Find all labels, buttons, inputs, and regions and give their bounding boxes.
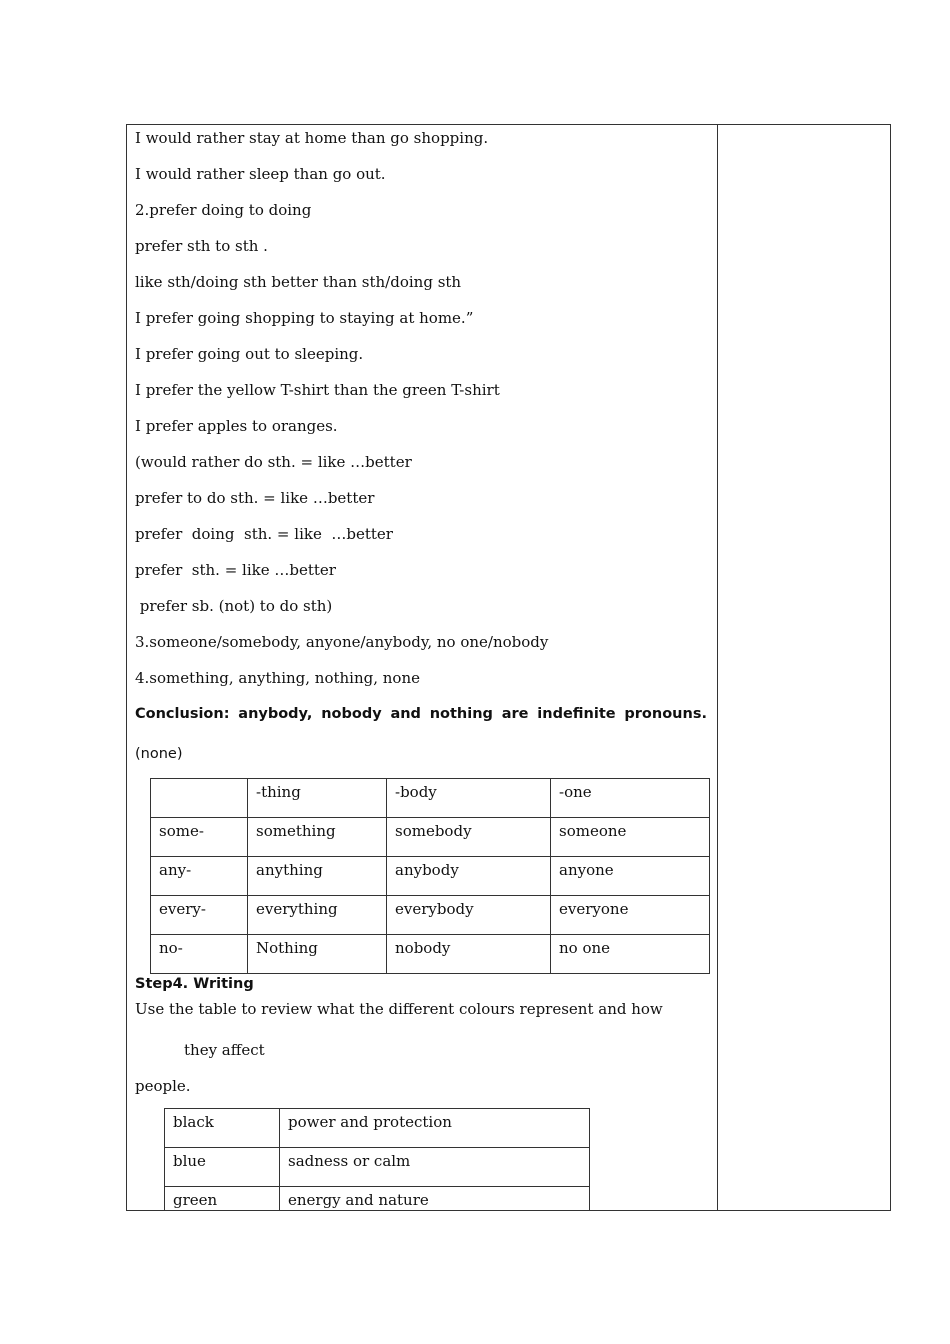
table-row [151,857,710,896]
conclusion-word: nobody [321,706,382,722]
table-row [151,896,710,935]
text-line: I would rather stay at home than go shopping. [135,129,489,147]
table-cell [151,779,248,818]
text-line: I prefer apples to oranges. [135,417,338,435]
text-line: 4.something, anything, nothing, none [135,669,420,687]
table-header-row [151,779,710,818]
conclusion-word: nothing [429,706,493,722]
table-cell: anyone [551,857,710,896]
table-cell: nobody [387,935,551,974]
text-line: I prefer going out to sleeping. [135,345,364,363]
step-heading: Step4. Writing [135,976,254,992]
text-line: like sth/doing sth better than sth/doing sth [135,273,462,291]
conclusion-line [135,704,707,724]
text-line: prefer sth. = like …better [135,561,336,579]
pronoun-table [150,778,710,974]
table-cell: blue [165,1148,280,1187]
colour-table [164,1108,590,1211]
text-line: prefer sb. (not) to do sth) [135,597,333,615]
table-cell: no one [551,935,710,974]
conclusion-word: indefinite [537,706,616,722]
table-cell: something [248,818,387,857]
table-cell: Nothing [248,935,387,974]
table-cell: black [165,1109,280,1148]
text-line: prefer to do sth. = like …better [135,489,375,507]
conclusion-continuation: (none) [135,746,183,762]
table-row [165,1187,590,1212]
table-cell: some- [151,818,248,857]
table-row [165,1109,590,1148]
text-line: prefer sth to sth . [135,237,268,255]
table-cell: sadness or calm [280,1148,590,1187]
text-line: I prefer going shopping to staying at home.” [135,309,474,327]
instruction-line: Use the table to review what the different colours represent and how [135,1000,663,1018]
table-cell: everything [248,896,387,935]
text-line: 2.prefer doing to doing [135,201,312,219]
column-divider [717,125,718,1210]
table-cell: -body [387,779,551,818]
table-cell: anything [248,857,387,896]
text-line: prefer doing sth. = like …better [135,525,393,543]
table-cell: someone [551,818,710,857]
table-cell: somebody [387,818,551,857]
table-row [151,935,710,974]
text-line: 3.someone/somebody, anyone/anybody, no one/nobody [135,633,549,651]
conclusion-word: are [501,706,529,722]
text-line: I would rather sleep than go out. [135,165,386,183]
text-line: (would rather do sth. = like …better [135,453,412,471]
table-cell: energy and nature [280,1187,590,1212]
table-cell: -thing [248,779,387,818]
table-cell: everyone [551,896,710,935]
text-line: I prefer the yellow T-shirt than the green T-shirt [135,381,500,399]
lesson-table [126,124,891,1211]
table-cell: everybody [387,896,551,935]
conclusion-word: anybody, [238,706,313,722]
table-cell: power and protection [280,1109,590,1148]
table-cell: anybody [387,857,551,896]
table-cell: no- [151,935,248,974]
table-cell: -one [551,779,710,818]
table-cell: green [165,1187,280,1212]
conclusion-word: Conclusion: [135,706,230,722]
table-cell: any- [151,857,248,896]
table-row [165,1148,590,1187]
instruction-line: they affect [184,1041,265,1059]
table-row [151,818,710,857]
conclusion-word: and [390,706,421,722]
instruction-line: people. [135,1077,191,1095]
conclusion-word: pronouns. [624,706,707,722]
table-cell: every- [151,896,248,935]
